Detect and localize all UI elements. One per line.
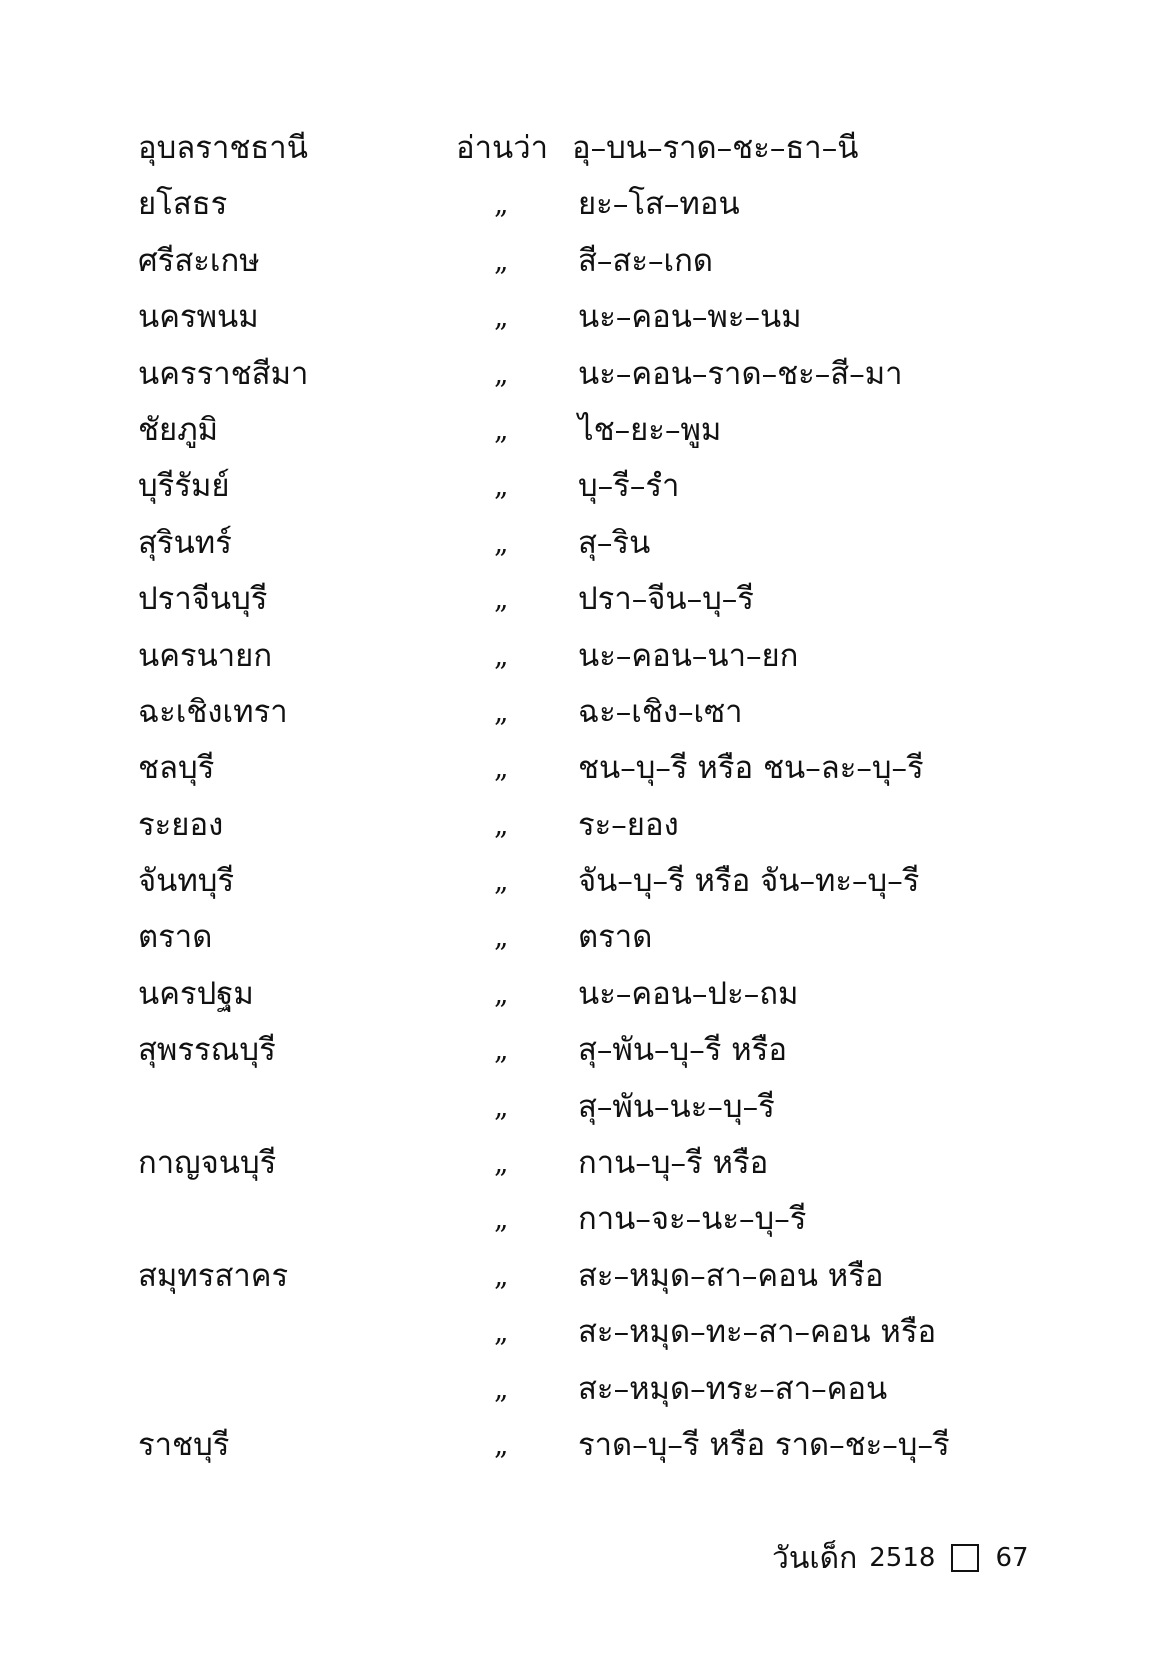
footer-label: วันเด็ก	[772, 1540, 858, 1576]
list-item	[0, 1256, 1154, 1312]
ditto-mark: „	[494, 300, 509, 334]
ditto-mark: „	[494, 469, 509, 503]
ditto-mark: „	[494, 1033, 509, 1067]
list-item	[0, 1087, 1154, 1143]
list-item	[0, 466, 1154, 522]
province-name: ฉะเชิงเทรา	[138, 693, 288, 730]
ditto-mark: „	[494, 1089, 509, 1123]
province-name: สุพรรณบุรี	[138, 1032, 276, 1069]
list-item	[0, 410, 1154, 466]
ditto-mark: „	[494, 751, 509, 785]
page-number: 67	[995, 1543, 1029, 1573]
province-name: นครราชสีมา	[138, 355, 309, 392]
ditto-mark: „	[494, 638, 509, 672]
ditto-mark: „	[494, 356, 509, 390]
page-footer	[772, 1538, 1029, 1578]
pronunciation: สุ–พัน–นะ–บุ–รี	[578, 1088, 775, 1125]
province-name: นครปฐม	[138, 975, 254, 1012]
pronunciation: นะ–คอน–นา–ยก	[578, 637, 799, 674]
pronunciation: สุ–พัน–บุ–รี หรือ	[578, 1032, 787, 1069]
pronunciation: ตราด	[578, 919, 653, 956]
list-item	[0, 1030, 1154, 1086]
list-item	[0, 297, 1154, 353]
list-item	[0, 1425, 1154, 1481]
pronunciation: ชน–บุ–รี หรือ ชน–ละ–บุ–รี	[578, 750, 924, 787]
pronunciation-list	[0, 128, 1154, 1481]
pronunciation: นะ–คอน–ปะ–ถม	[578, 975, 799, 1012]
ditto-mark: „	[494, 807, 509, 841]
province-name: ระยอง	[138, 806, 224, 843]
ditto-mark: „	[494, 1202, 509, 1236]
pronunciation: นะ–คอน–พะ–นม	[578, 299, 802, 336]
province-name: สมุทรสาคร	[138, 1257, 289, 1294]
header-row	[0, 128, 1154, 184]
list-item	[0, 974, 1154, 1030]
province-name: ชัยภูมิ	[138, 411, 219, 448]
pronunciation: กาน–จะ–นะ–บุ–รี	[578, 1201, 807, 1238]
pronunciation: กาน–บุ–รี หรือ	[578, 1145, 769, 1182]
ditto-mark: „	[494, 1146, 509, 1180]
province-name: สุรินทร์	[138, 524, 232, 561]
ditto-mark: „	[494, 1315, 509, 1349]
province-name: ตราด	[138, 919, 213, 956]
pronunciation: สี–สะ–เกด	[578, 242, 713, 279]
list-item	[0, 748, 1154, 804]
ditto-mark: „	[494, 582, 509, 616]
ditto-mark: „	[494, 694, 509, 728]
ditto-mark: „	[494, 864, 509, 898]
pronunciation: สะ–หมุด–ทะ–สา–คอน หรือ	[578, 1314, 937, 1351]
ditto-mark: „	[494, 1371, 509, 1405]
list-item	[0, 241, 1154, 297]
ditto-mark: „	[494, 976, 509, 1010]
pronunciation: สุ–ริน	[578, 524, 651, 561]
ditto-mark: „	[494, 525, 509, 559]
pronunciation: สะ–หมุด–สา–คอน หรือ	[578, 1257, 884, 1294]
square-icon	[951, 1544, 979, 1572]
ditto-mark: „	[494, 412, 509, 446]
list-item	[0, 805, 1154, 861]
pronunciation: นะ–คอน–ราด–ชะ–สี–มา	[578, 355, 903, 392]
footer-year: 2518	[869, 1543, 936, 1573]
list-item	[0, 1199, 1154, 1255]
pronunciation: ปรา–จีน–บุ–รี	[578, 581, 754, 618]
ditto-mark: „	[494, 187, 509, 221]
list-item	[0, 579, 1154, 635]
province-name: บุรีรัมย์	[138, 468, 230, 505]
list-item	[0, 917, 1154, 973]
pronunciation: ระ–ยอง	[578, 806, 679, 843]
reads-as-label: อ่านว่า	[456, 130, 549, 166]
pronunciation: ฉะ–เชิง–เซา	[578, 693, 743, 730]
province-name: นครนายก	[138, 637, 273, 674]
province-name: นครพนม	[138, 299, 259, 336]
pronunciation: ราด–บุ–รี หรือ ราด–ชะ–บุ–รี	[578, 1426, 950, 1463]
pronunciation: บุ–รี–รำ	[578, 468, 680, 505]
list-item	[0, 184, 1154, 240]
pronunciation: ยะ–โส–ทอน	[578, 186, 740, 223]
list-item	[0, 692, 1154, 748]
pronunciation: ไช–ยะ–พูม	[578, 411, 722, 448]
list-item	[0, 636, 1154, 692]
ditto-mark: „	[494, 920, 509, 954]
list-item	[0, 1312, 1154, 1368]
province-name: กาญจนบุรี	[138, 1145, 277, 1182]
province-name: อุบลราชธานี	[138, 130, 308, 166]
province-name: ปราจีนบุรี	[138, 581, 268, 618]
list-item	[0, 354, 1154, 410]
pronunciation: สะ–หมุด–ทระ–สา–คอน	[578, 1370, 888, 1407]
ditto-mark: „	[494, 243, 509, 277]
list-item	[0, 1143, 1154, 1199]
list-item	[0, 523, 1154, 579]
ditto-mark: „	[494, 1427, 509, 1461]
province-name: ราชบุรี	[138, 1426, 230, 1463]
province-name: ชลบุรี	[138, 750, 215, 787]
province-name: ยโสธร	[138, 186, 228, 223]
pronunciation: จัน–บุ–รี หรือ จัน–ทะ–บุ–รี	[578, 863, 920, 900]
pronunciation: อุ–บน–ราด–ชะ–ธา–นี	[572, 130, 859, 166]
province-name: ศรีสะเกษ	[138, 242, 260, 279]
list-item	[0, 1369, 1154, 1425]
ditto-mark: „	[494, 1258, 509, 1292]
province-name: จันทบุรี	[138, 863, 235, 900]
list-item	[0, 861, 1154, 917]
